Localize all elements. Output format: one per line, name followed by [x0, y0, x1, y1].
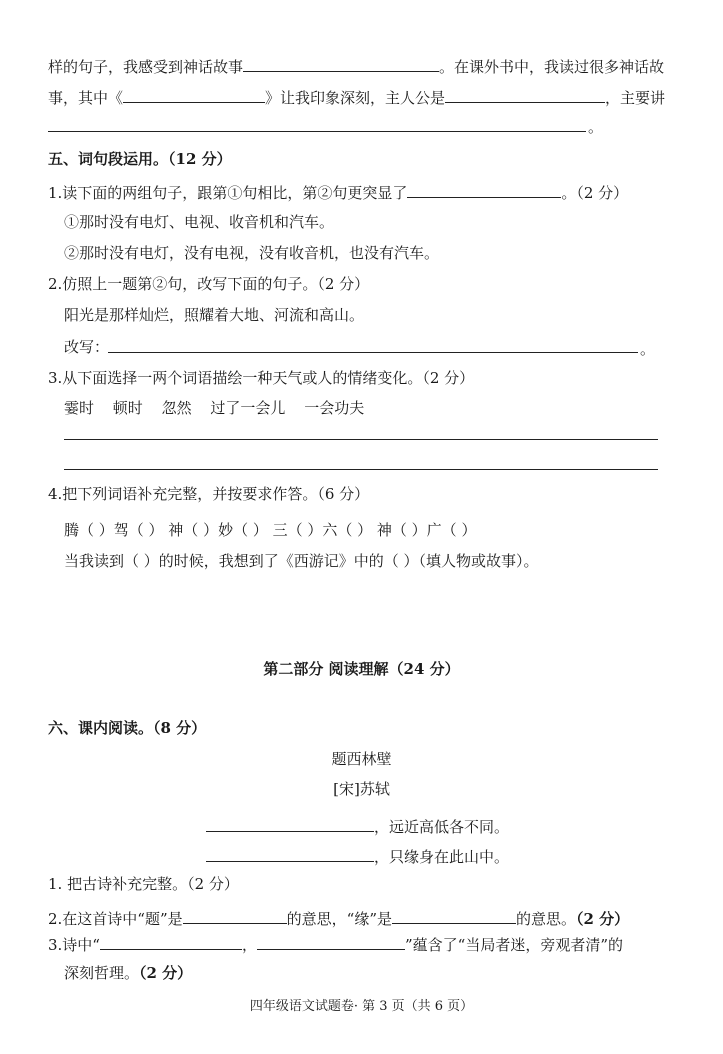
question-score: 。（2 分）: [561, 184, 629, 202]
q5-3: 3.从下面选择一两个词语描绘一种天气或人的情绪变化。（2 分）: [48, 369, 475, 387]
page-footer: 四年级语文试题卷· 第 3 页（共 6 页）: [249, 999, 474, 1014]
q6-3: [48, 934, 623, 955]
intro-text: 。在课外书中，我读过很多神话故: [439, 58, 665, 76]
q5-1: [48, 182, 628, 203]
rewrite-label: 改写：: [64, 338, 110, 356]
section-6-title: 六、课内阅读。（8 分）: [48, 719, 207, 737]
word-option: 忽然: [161, 399, 192, 417]
word-option: 过了一会儿: [210, 399, 286, 417]
question-text: 深刻哲理。: [64, 964, 140, 982]
question-text: ，: [241, 936, 257, 954]
intro-text: 样的句子，我感受到神话故事: [48, 58, 244, 76]
question-text: 2.在这首诗中“题”是: [48, 910, 183, 928]
poem-title: 题西林壁: [331, 750, 392, 768]
answer-blank[interactable]: [183, 908, 287, 924]
sentence-2: ②那时没有电灯，没有电视，没有收音机，也没有汽车。: [64, 244, 440, 262]
question-text: 的意思。: [516, 910, 577, 928]
word-option: 霎时: [64, 399, 95, 417]
poem-text: ，远近高低各不同。: [374, 818, 510, 836]
answer-line[interactable]: [64, 469, 658, 470]
intro-text: ，主要讲: [605, 89, 666, 107]
rewrite-answer-line[interactable]: [108, 352, 638, 353]
question-text: 3.诗中“: [48, 936, 100, 954]
answer-blank[interactable]: [243, 56, 439, 72]
intro-line-1: [48, 56, 664, 77]
word-option: 顿时: [112, 399, 143, 417]
period: 。: [588, 118, 604, 136]
intro-text: 》让我印象深刻，主人公是: [265, 89, 446, 107]
answer-blank[interactable]: [100, 934, 242, 950]
poem-text: ，只缘身在此山中。: [374, 848, 510, 866]
q6-3-cont: [64, 963, 192, 983]
intro-text: 事，其中《: [48, 89, 124, 107]
question-score: （2 分）: [139, 964, 193, 982]
question-text: ”蕴含了“当局者迷，旁观者清”的: [405, 936, 624, 954]
q6-2: [48, 908, 629, 929]
answer-line[interactable]: [64, 439, 658, 440]
word-option: 一会功夫: [304, 399, 365, 417]
question-text: 的意思，“缘”是: [286, 910, 392, 928]
period: 。: [640, 340, 656, 358]
q5-4: 4.把下列词语补充完整，并按要求作答。（6 分）: [48, 485, 370, 503]
part-2-title: 第二部分 阅读理解（24 分）: [263, 660, 460, 678]
poem-author: [宋]苏轼: [333, 780, 390, 798]
answer-blank[interactable]: [257, 934, 405, 950]
answer-blank[interactable]: [123, 87, 265, 103]
answer-blank[interactable]: [407, 182, 561, 198]
answer-blank[interactable]: [206, 846, 374, 862]
q6-1: 1. 把古诗补充完整。（2 分）: [48, 875, 239, 893]
answer-line[interactable]: [48, 131, 586, 132]
poem-line-1: [206, 816, 509, 837]
answer-blank[interactable]: [206, 816, 374, 832]
xiyouji-sentence[interactable]: 当我读到（ ）的时候，我想到了《西游记》中的（ ）（填人物或故事）。: [64, 552, 539, 570]
answer-blank[interactable]: [392, 908, 516, 924]
q5-2: 2.仿照上一题第②句，改写下面的句子。（2 分）: [48, 275, 370, 293]
question-text: 1.读下面的两组句子，跟第①句相比，第②句更突显了: [48, 184, 408, 202]
question-score: （2 分）: [576, 910, 630, 928]
sentence-1: ①那时没有电灯、电视、收音机和汽车。: [64, 213, 335, 231]
idiom-fill-row[interactable]: 腾（ ）驾（ ） 神（ ）妙（ ） 三（ ）六（ ） 神（ ）广（ ）: [64, 521, 477, 539]
section-5-title: 五、词句段运用。（12 分）: [48, 150, 232, 168]
intro-line-2: [48, 87, 665, 108]
word-bank: [64, 398, 364, 418]
answer-blank[interactable]: [445, 87, 605, 103]
source-sentence: 阳光是那样灿烂，照耀着大地、河流和高山。: [64, 306, 365, 324]
poem-line-2: [206, 846, 509, 867]
